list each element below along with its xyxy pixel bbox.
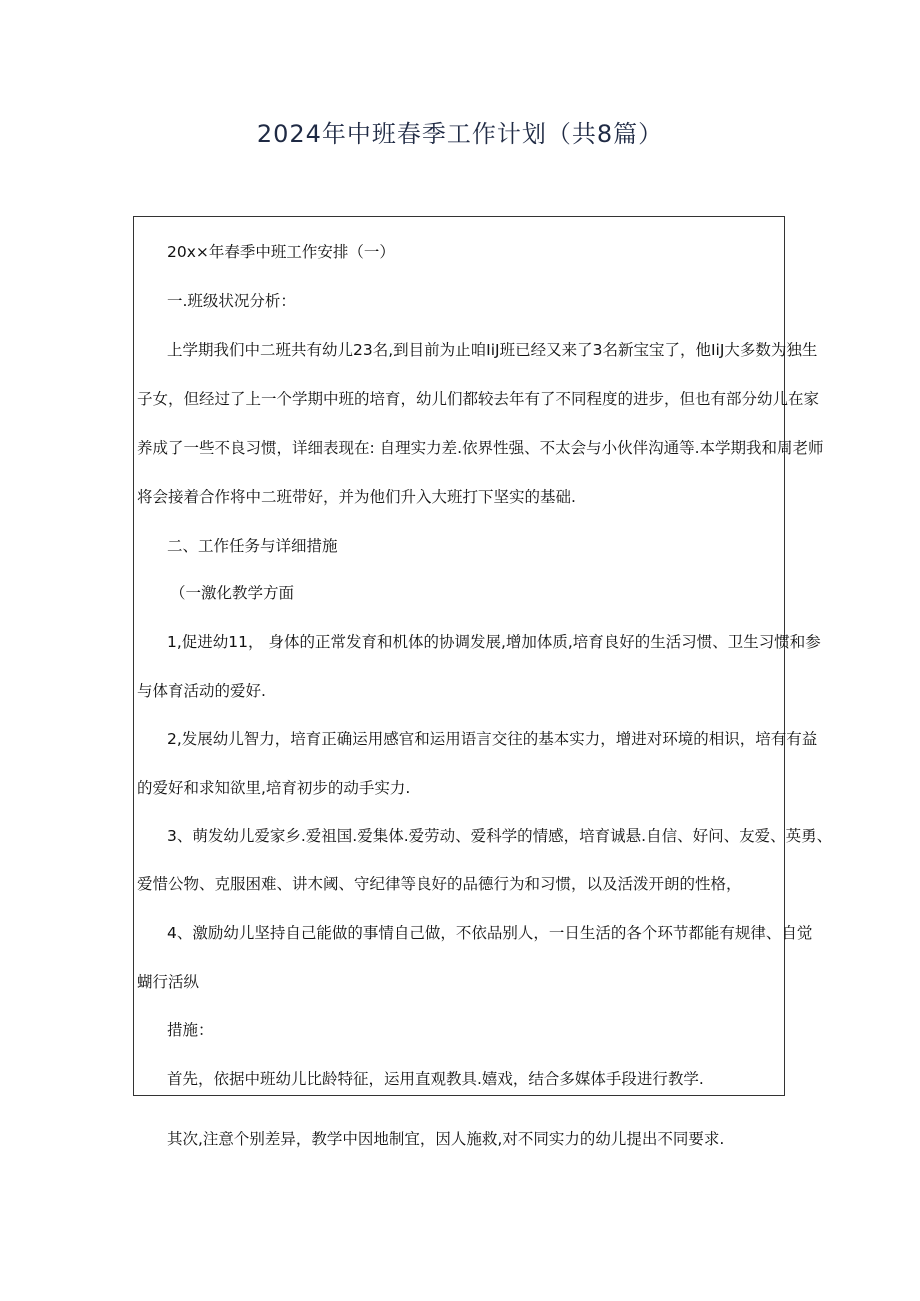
- section-1-title: 一.班级状况分析：: [167, 292, 296, 310]
- paragraph-1-line-1: 上学期我们中二班共有幼儿23名,到目前为止咱IiJ班已经又来了3名新宝宝了，他IiJ大多数为独生: [167, 341, 818, 359]
- section-2-title: 二、工作任务与详细措施: [167, 537, 338, 555]
- section-heading: 20x×年春季中班工作安排（一）: [167, 243, 395, 261]
- document-title: 2024年中班春季工作计划（共8篇）: [256, 120, 664, 148]
- item-1-line-2: 与体育活动的爱好.: [137, 682, 266, 700]
- item-4-line-2: 蝴行活纵: [137, 973, 200, 991]
- item-2-line-1: 2,发展幼儿智力，培育正确运用感官和运用语言交往的基本实力，增进对环境的相识，培有有益: [167, 730, 818, 748]
- item-4-line-1: 4、激励幼儿坚持自己能做的事情自己做，不依品别人，一日生活的各个环节都能有规律、自觉: [167, 924, 813, 942]
- paragraph-1-line-3: 养成了一些不良习惯，详细表现在: 自理实力差.依界性强、不太会与小伙伴沟通等.本学期我和周老师: [137, 439, 824, 457]
- measure-2: 其次,注意个别差异，教学中因地制宜，因人施救,对不同实力的幼儿提出不同要求.: [167, 1130, 725, 1148]
- paragraph-1-line-2: 子女，但经过了上一个学期中班的培育，幼儿们都较去年有了不同程度的进步，但也有部分幼儿在家: [137, 390, 820, 408]
- paragraph-1-line-4: 将会接着合作将中二班带好，并为他们升入大班打下坚实的基础.: [137, 488, 576, 506]
- subsection-1-title: （一激化教学方面: [170, 584, 295, 602]
- item-1-line-1: 1,促进幼11， 身体的正常发育和机体的协调发展,增加体质,培育良好的生活习惯、卫生习惯和参: [167, 633, 821, 651]
- measures-label: 措施：: [167, 1021, 214, 1039]
- item-2-line-2: 的爱好和求知欲里,培育初步的动手实力.: [137, 779, 411, 797]
- item-3-line-1: 3、萌发幼儿爱家乡.爱祖国.爱集体.爱劳动、爱科学的情感，培育诚悬.自信、好问、友爱、英勇、: [167, 827, 833, 845]
- measure-1: 首先，依据中班幼儿比龄特征，运用直观教具.嬉戏，结合多媒体手段进行教学.: [167, 1070, 704, 1088]
- item-3-line-2: 爱惜公物、克服困难、讲木阈、守纪律等良好的品德行为和习惯，以及活泼开朗的性格，: [137, 875, 742, 893]
